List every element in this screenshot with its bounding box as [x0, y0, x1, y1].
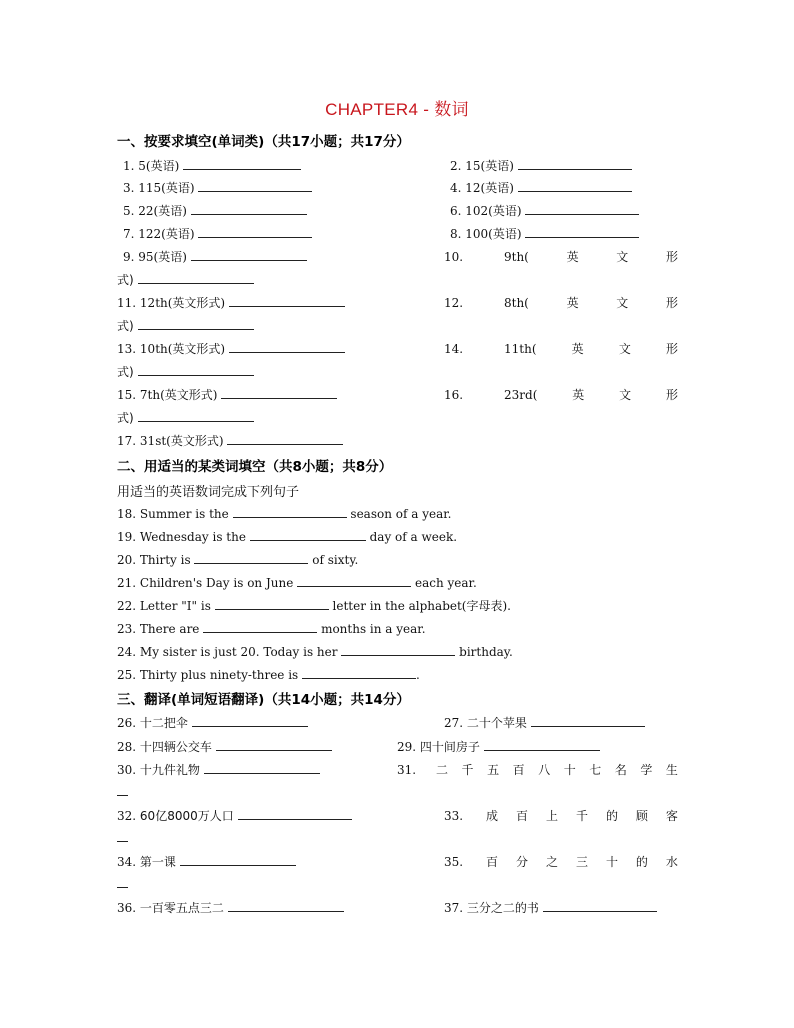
answer-blank[interactable]	[543, 899, 657, 912]
answer-blank[interactable]	[194, 551, 308, 564]
answer-blank[interactable]	[525, 202, 639, 215]
question-3-text: 115(英语)	[138, 181, 195, 195]
answer-blank[interactable]	[525, 225, 639, 238]
question-19: 19. Wednesday is the day of a week.	[117, 530, 458, 544]
answer-blank[interactable]	[233, 505, 347, 518]
question-11-text: 12th(英文形式)	[139, 296, 226, 310]
answer-blank[interactable]	[198, 179, 312, 192]
section-1-heading: 一、按要求填空(单词类)（共17小题；共17分）	[117, 134, 410, 150]
answer-blank[interactable]	[297, 574, 411, 587]
answer-blank[interactable]	[531, 714, 645, 727]
question-12-continued: 式)	[117, 317, 254, 335]
question-10: 9th( 英 文 形	[504, 250, 678, 264]
question-22: 22. Letter "I" is letter in the alphabet(字母表).	[117, 599, 511, 613]
answer-blank[interactable]	[183, 157, 301, 170]
answer-blank[interactable]	[204, 761, 320, 774]
answer-blank[interactable]	[138, 363, 254, 376]
question-6: 6. 102(英语)	[450, 202, 639, 220]
page-title: CHAPTER4 - 数词	[325, 100, 469, 119]
question-27: 27. 二十个苹果	[444, 714, 645, 732]
question-14-number: 14.	[444, 342, 464, 356]
question-8-text: 100(英语)	[465, 227, 522, 241]
question-7: 7. 122(英语)	[123, 225, 312, 243]
answer-blank[interactable]	[250, 528, 366, 541]
question-15-text: 7th(英文形式)	[139, 388, 218, 402]
question-31-number: 31.	[397, 763, 417, 777]
section-2-instruction: 用适当的英语数词完成下列句子	[117, 485, 300, 500]
question-25: 25. Thirty plus ninety-three is .	[117, 668, 420, 682]
question-1-text: 5(英语)	[138, 159, 180, 173]
question-12: 8th( 英 文 形	[504, 296, 678, 310]
answer-blank[interactable]	[117, 795, 128, 796]
section-2-heading: 二、用适当的某类词填空（共8小题；共8分）	[117, 459, 393, 475]
answer-blank[interactable]	[221, 386, 337, 399]
question-4-text: 12(英语)	[465, 181, 514, 195]
answer-blank[interactable]	[518, 179, 632, 192]
answer-blank[interactable]	[229, 294, 345, 307]
answer-blank[interactable]	[191, 248, 307, 261]
answer-blank[interactable]	[138, 409, 254, 422]
question-7-text: 122(英语)	[138, 227, 195, 241]
question-35-number: 35.	[444, 855, 464, 869]
question-34: 34. 第一课	[117, 853, 296, 871]
question-17-text: 31st(英文形式)	[139, 434, 224, 448]
question-4: 4. 12(英语)	[450, 179, 632, 197]
question-20: 20. Thirty is of sixty.	[117, 553, 359, 567]
question-8: 8. 100(英语)	[450, 225, 639, 243]
question-15: 15. 7th(英文形式)	[117, 386, 337, 404]
question-26: 26. 十二把伞	[117, 714, 308, 732]
question-30: 30. 十九件礼物	[117, 761, 320, 779]
question-17: 17. 31st(英文形式)	[117, 432, 343, 450]
question-1: 1. 5(英语)	[123, 157, 301, 175]
answer-blank[interactable]	[180, 853, 296, 866]
question-13-text: 10th(英文形式)	[139, 342, 226, 356]
question-35: 百 分 之 三 十 的 水	[486, 855, 678, 869]
question-14-continued: 式)	[117, 363, 254, 381]
question-9: 9. 95(英语)	[123, 248, 307, 266]
question-23: 23. There are months in a year.	[117, 622, 426, 636]
answer-blank[interactable]	[191, 202, 307, 215]
question-37: 37. 三分之二的书	[444, 899, 657, 917]
question-3: 3. 115(英语)	[123, 179, 312, 197]
question-21: 21. Children's Day is on June each year.	[117, 576, 477, 590]
answer-blank[interactable]	[138, 271, 254, 284]
answer-blank[interactable]	[238, 807, 352, 820]
question-28: 28. 十四辆公交车	[117, 738, 332, 756]
answer-blank[interactable]	[117, 887, 128, 888]
answer-blank[interactable]	[341, 643, 455, 656]
answer-blank[interactable]	[215, 597, 329, 610]
question-10-continued: 式)	[117, 271, 254, 289]
question-18: 18. Summer is the season of a year.	[117, 507, 452, 521]
section-3-heading: 三、翻译(单词短语翻译)（共14小题；共14分）	[117, 692, 410, 708]
answer-blank[interactable]	[484, 738, 600, 751]
answer-blank[interactable]	[302, 666, 416, 679]
question-9-text: 95(英语)	[138, 250, 187, 264]
question-33: 成 百 上 千 的 顾 客	[486, 809, 678, 823]
question-14: 11th( 英 文 形	[504, 342, 678, 356]
question-13: 13. 10th(英文形式)	[117, 340, 345, 358]
question-29: 29. 四十间房子	[397, 738, 600, 756]
question-24: 24. My sister is just 20. Today is her birthday.	[117, 645, 513, 659]
answer-blank[interactable]	[228, 899, 344, 912]
question-36: 36. 一百零五点三二	[117, 899, 344, 917]
answer-blank[interactable]	[138, 317, 254, 330]
question-10-number: 10.	[444, 250, 464, 264]
answer-blank[interactable]	[216, 738, 332, 751]
question-5-text: 22(英语)	[138, 204, 187, 218]
question-16-continued: 式)	[117, 409, 254, 427]
question-2: 2. 15(英语)	[450, 157, 632, 175]
answer-blank[interactable]	[518, 157, 632, 170]
answer-blank[interactable]	[229, 340, 345, 353]
answer-blank[interactable]	[198, 225, 312, 238]
question-16-number: 16.	[444, 388, 464, 402]
answer-blank[interactable]	[203, 620, 317, 633]
question-32: 32. 60亿8000万人口	[117, 807, 352, 825]
answer-blank[interactable]	[227, 432, 343, 445]
question-11: 11. 12th(英文形式)	[117, 294, 345, 312]
question-2-text: 15(英语)	[465, 159, 514, 173]
question-6-text: 102(英语)	[465, 204, 522, 218]
question-12-number: 12.	[444, 296, 464, 310]
question-5: 5. 22(英语)	[123, 202, 307, 220]
question-16: 23rd( 英 文 形	[504, 388, 678, 402]
question-33-number: 33.	[444, 809, 464, 823]
answer-blank[interactable]	[192, 714, 308, 727]
question-31: 二 千 五 百 八 十 七 名 学 生	[436, 763, 678, 777]
answer-blank[interactable]	[117, 841, 128, 842]
